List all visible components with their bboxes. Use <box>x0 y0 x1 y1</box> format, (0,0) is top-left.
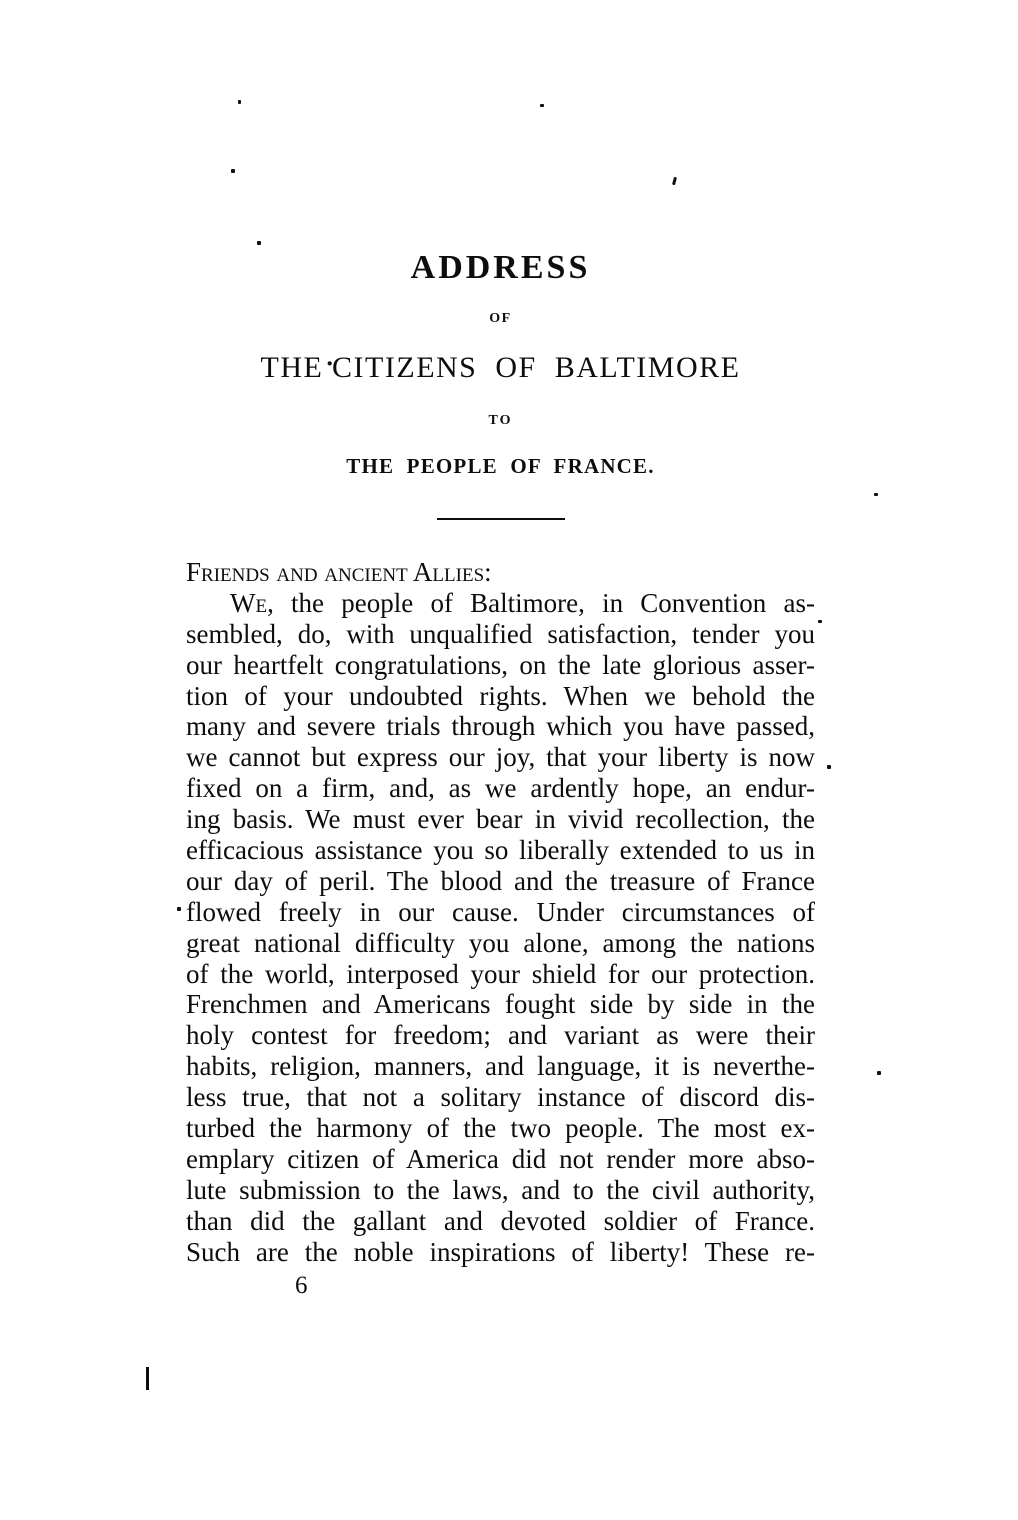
scan-speck <box>672 177 677 186</box>
address-body <box>186 557 815 1267</box>
text-line: Such are the noble inspirations of liberty! These re- <box>186 1236 815 1267</box>
title-of-word: OF <box>489 311 512 326</box>
scan-speck <box>257 241 261 245</box>
page-number: 6 <box>295 1272 308 1299</box>
text-line: we cannot but express our joy, that your liberty is now <box>186 742 815 773</box>
opening-word: We, <box>230 587 274 618</box>
title-addressee <box>186 351 815 385</box>
scan-speck <box>177 907 181 911</box>
text-line: turbed the harmony of the two people. The most ex- <box>186 1113 815 1144</box>
scan-speck <box>827 765 831 769</box>
scan-speck <box>877 1071 881 1075</box>
text-line: great national difficulty you alone, among the nations <box>186 927 815 958</box>
scan-speck <box>818 620 822 623</box>
document-title: ADDRESS <box>410 249 591 286</box>
text-line: habits, religion, manners, and language, it is neverthe- <box>186 1051 815 1082</box>
text-line: less true, that not a solitary instance of discord dis- <box>186 1082 815 1113</box>
text-line: Frenchmen and Americans fought side by side in the <box>186 989 815 1020</box>
scan-speck <box>238 100 241 104</box>
scan-speck <box>540 104 544 107</box>
text-line: flowed freely in our cause. Under circumstances of <box>186 896 815 927</box>
text-line: many and severe trials through which you have passed, <box>186 711 815 742</box>
text-line: holy contest for freedom; and variant as were their <box>186 1020 815 1051</box>
text-line: efficacious assistance you so liberally extended to us in <box>186 835 815 866</box>
text-line: ing basis. We must ever bear in vivid recollection, the <box>186 804 815 835</box>
text-line: fixed on a firm, and, as we ardently hope, an endur- <box>186 773 815 804</box>
title-recipient: THE PEOPLE OF FRANCE. <box>346 454 655 478</box>
title-to-word: TO <box>488 413 513 428</box>
margin-bar-mark <box>146 1367 149 1390</box>
opening-rest: the people of Baltimore, in Convention as- <box>273 587 815 618</box>
salutation-line: Friends and ancient Allies: <box>186 557 492 587</box>
text-line: emplary citizen of America did not render more abso- <box>186 1143 815 1174</box>
text-line: sembled, do, with unqualified satisfaction, tender you <box>186 618 815 649</box>
text-line: tion of your undoubted rights. When we behold the <box>186 680 815 711</box>
text-line: our heartfelt congratulations, on the late glorious asser- <box>186 649 815 680</box>
title-addressee-pre: THE <box>260 351 324 384</box>
scan-speck <box>231 169 235 173</box>
text-line: our day of peril. The blood and the treasure of France <box>186 865 815 896</box>
title-addressee-post: CITIZENS OF BALTIMORE <box>332 351 741 384</box>
text-line <box>186 588 815 619</box>
title-divider-rule <box>437 518 565 520</box>
scan-speck <box>874 493 878 496</box>
text-line: of the world, interposed your shield for our protection. <box>186 958 815 989</box>
ink-dot-mark: · <box>325 349 335 378</box>
text-line: lute submission to the laws, and to the civil authority, <box>186 1174 815 1205</box>
text-line: than did the gallant and devoted soldier of France. <box>186 1205 815 1236</box>
